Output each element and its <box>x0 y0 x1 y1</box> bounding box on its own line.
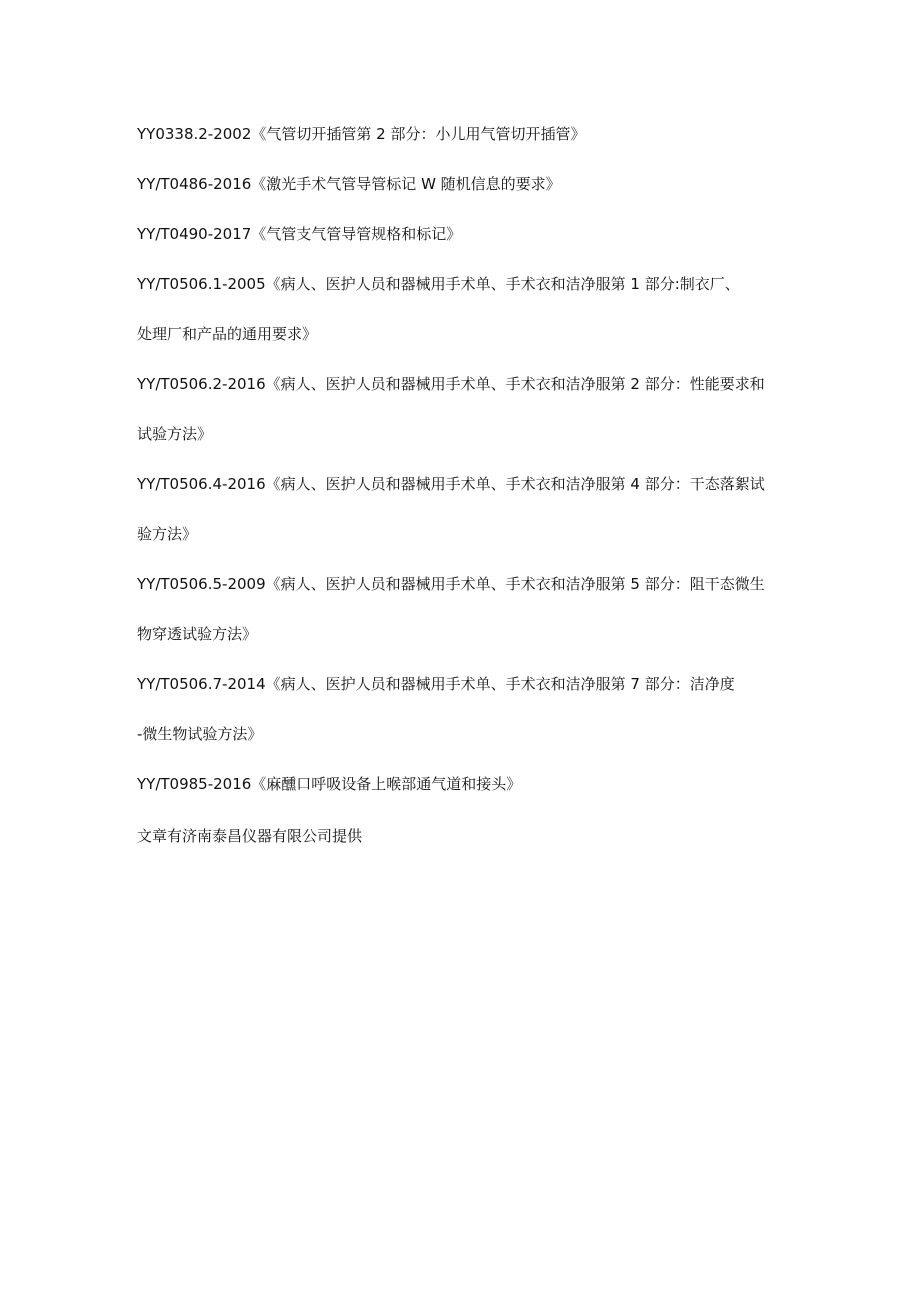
standard-line-continuation: 验方法》 <box>137 525 198 543</box>
standard-line-continuation: 试验方法》 <box>137 425 213 443</box>
standard-line: YY/T0985-2016《麻醺口呼吸设备上喉部通气道和接头》 <box>137 775 522 793</box>
standard-line: YY/T0506.5-2009《病人、医护人员和器械用手术单、手术衣和洁净服第 5 部分：阻干态微生 <box>137 575 765 593</box>
standard-line-continuation: -微生物试验方法》 <box>137 725 263 743</box>
standard-line: YY/T0506.2-2016《病人、医护人员和器械用手术单、手术衣和洁净服第 2 部分：性能要求和 <box>137 375 765 393</box>
standard-line: YY/T0490-2017《气管支气管导管规格和标记》 <box>137 225 462 243</box>
source-note: 文章有济南泰昌仪器有限公司提供 <box>137 827 363 845</box>
standard-line: YY/T0506.1-2005《病人、医护人员和器械用手术单、手术衣和洁净服第 1 部分:制衣厂、 <box>137 275 740 293</box>
standard-line: YY/T0486-2016《激光手术气管导管标记 W 随机信息的要求》 <box>137 175 561 193</box>
standard-line: YY/T0506.4-2016《病人、医护人员和器械用手术单、手术衣和洁净服第 4 部分：干态落絮试 <box>137 475 765 493</box>
document-body <box>137 122 787 874</box>
standard-line: YY/T0506.7-2014《病人、医护人员和器械用手术单、手术衣和洁净服第 7 部分：洁净度 <box>137 675 735 693</box>
standard-line-continuation: 物穿透试验方法》 <box>137 625 258 643</box>
standard-line-continuation: 处理厂和产品的通用要求》 <box>137 325 318 343</box>
standard-line: YY0338.2-2002《气管切开插管第 2 部分：小儿用气管切开插管》 <box>137 125 586 143</box>
